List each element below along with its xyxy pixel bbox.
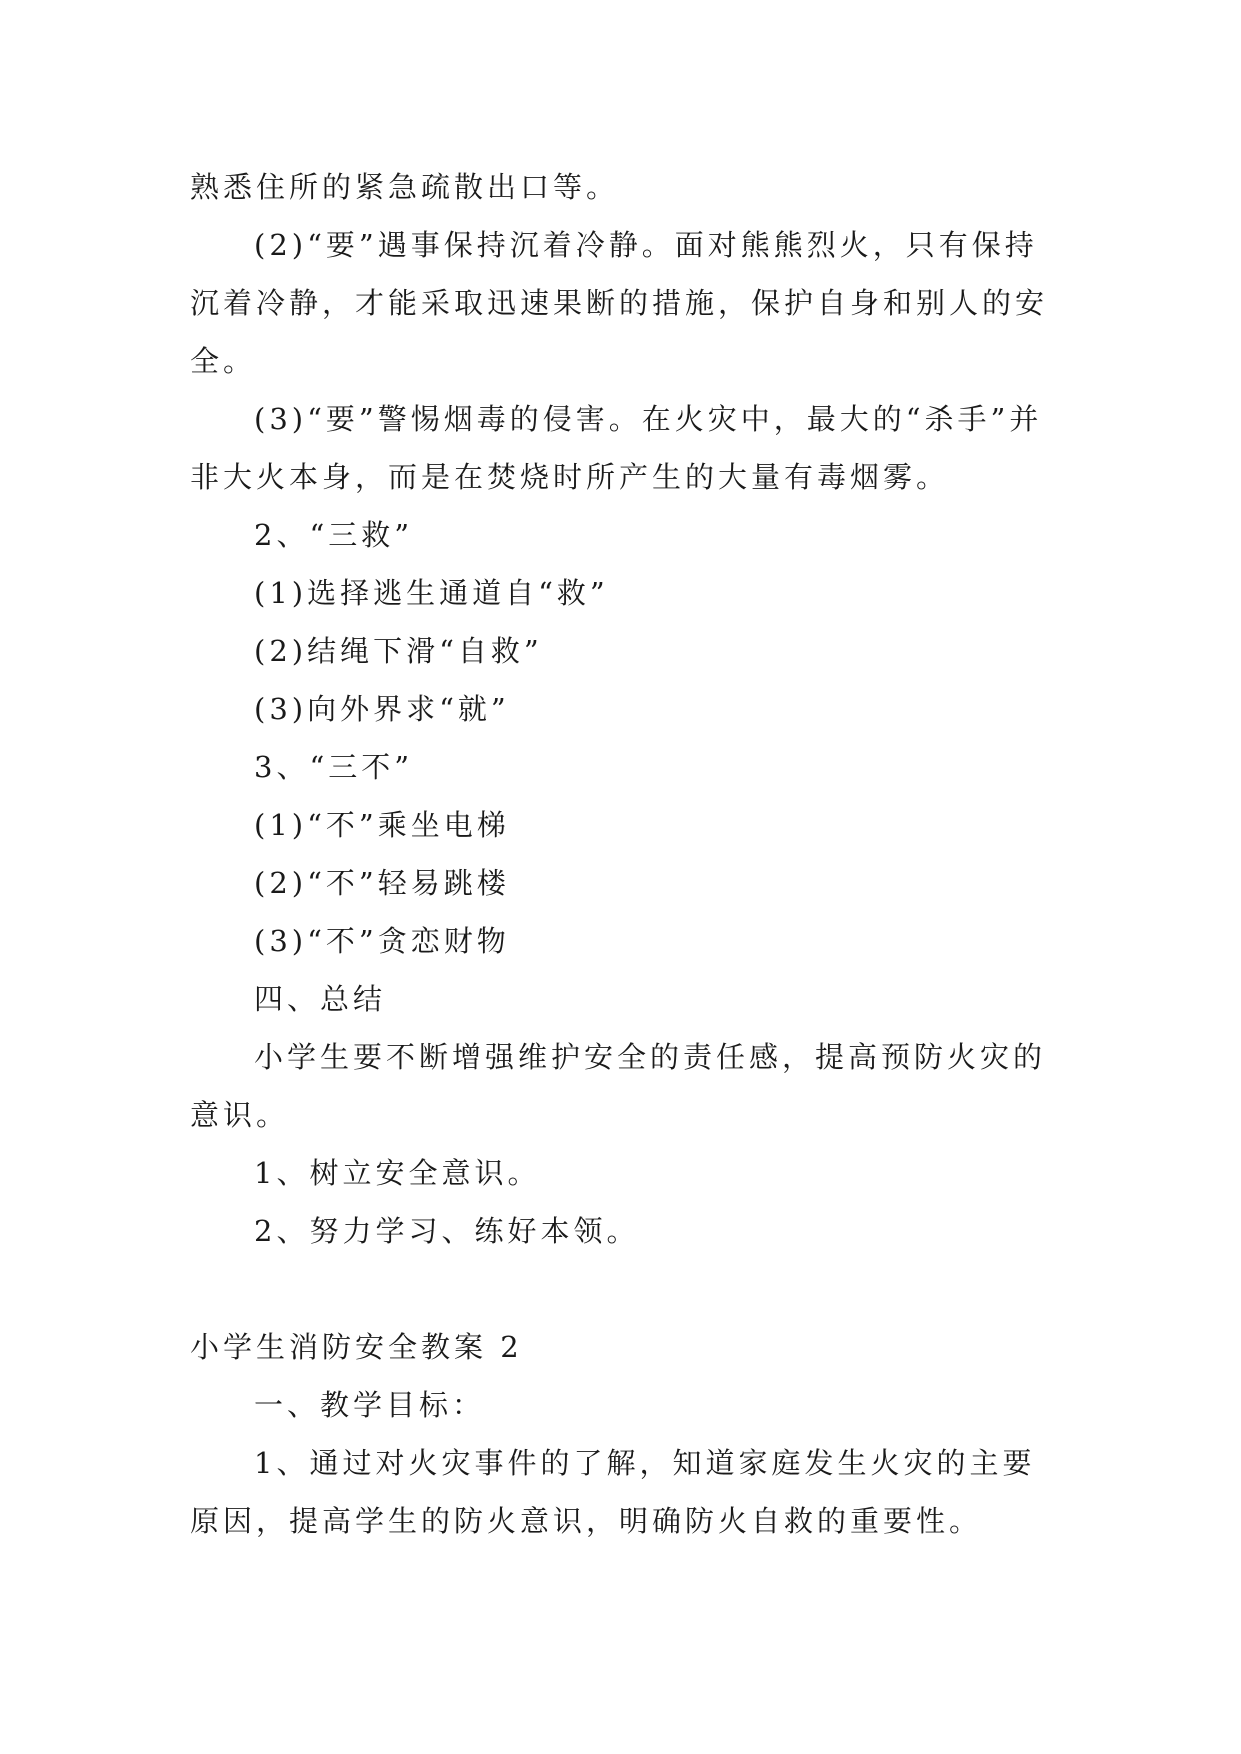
list-item: (3)向外界求“就” bbox=[254, 692, 510, 726]
document-body bbox=[190, 158, 1060, 1550]
list-item: (2)“不”轻易跳楼 bbox=[254, 866, 510, 900]
list-heading: 2、“三救” bbox=[254, 518, 414, 552]
paragraph: 熟悉住所的紧急疏散出口等。 bbox=[190, 170, 620, 204]
paragraph: (3)“要”警惕烟毒的侵害。在火灾中，最大的“杀手”并非大火本身，而是在焚烧时所产生的大量有毒烟雾。 bbox=[190, 402, 1043, 494]
paragraph: (2)“要”遇事保持沉着冷静。面对熊熊烈火，只有保持沉着冷静，才能采取迅速果断的措施，保护自身和别人的安全。 bbox=[190, 228, 1049, 378]
list-heading: 3、“三不” bbox=[254, 750, 414, 784]
list-item: (2)结绳下滑“自救” bbox=[254, 634, 543, 668]
list-item: (1)“不”乘坐电梯 bbox=[254, 808, 510, 842]
list-item: 1、树立安全意识。 bbox=[254, 1156, 541, 1190]
list-item: (3)“不”贪恋财物 bbox=[254, 924, 510, 958]
paragraph: 1、通过对火灾事件的了解，知道家庭发生火灾的主要原因，提高学生的防火意识，明确防火自救的重要性。 bbox=[190, 1446, 1036, 1538]
list-item: (1)选择逃生通道自“救” bbox=[254, 576, 609, 610]
paragraph: 小学生要不断增强维护安全的责任感，提高预防火灾的意识。 bbox=[190, 1040, 1047, 1132]
list-item: 2、努力学习、练好本领。 bbox=[254, 1214, 640, 1248]
section-heading: 一、教学目标： bbox=[254, 1388, 486, 1422]
blank-line bbox=[190, 1260, 1060, 1318]
section-title: 小学生消防安全教案 2 bbox=[190, 1330, 523, 1364]
section-heading: 四、总结 bbox=[254, 982, 387, 1016]
